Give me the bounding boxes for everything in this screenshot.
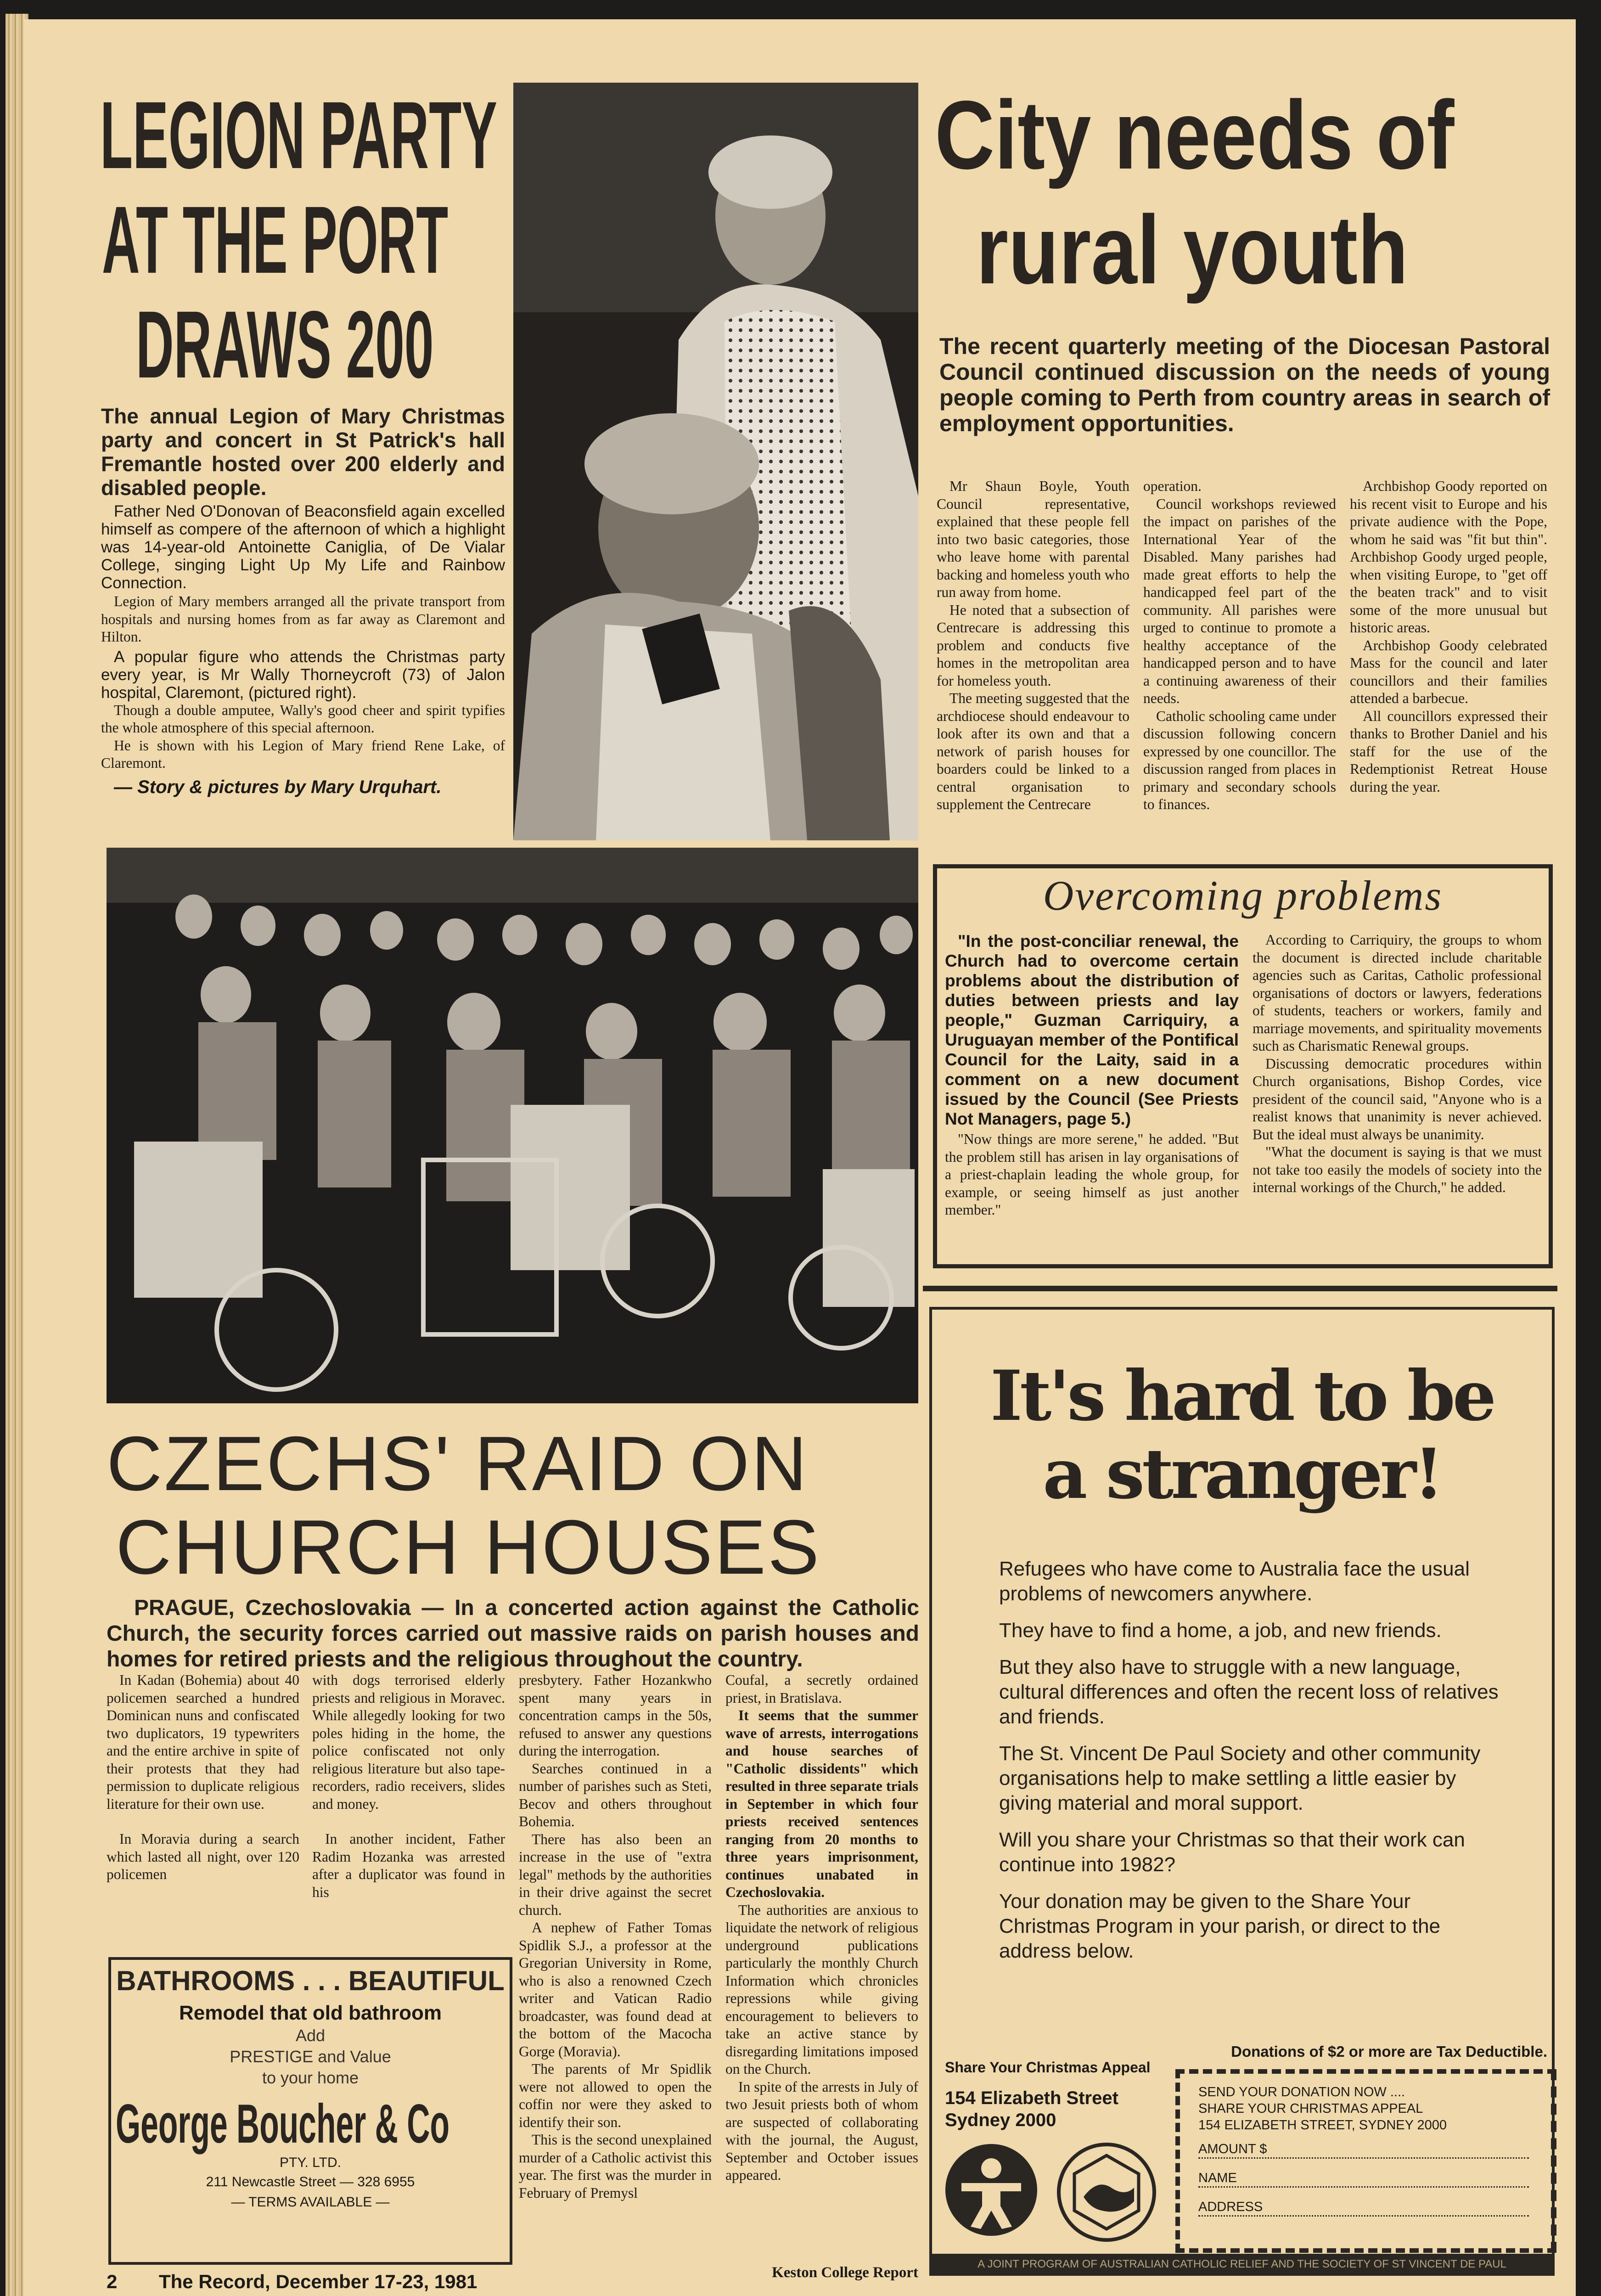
legion-body-2	[101, 702, 505, 772]
legion-para-4: Though a double amputee, Wally's good cheer and spirit typifies the whole atmosphere of this special afternoon.	[101, 702, 505, 736]
legion-headline-line3: DRAWS 200	[136, 292, 434, 398]
rural-col1-p3: The meeting suggested that the archdiocese should endeavour to look after its own and that a network of parish houses for boarders could be linked to a central organisation to supplement the Centrecare	[937, 690, 1129, 812]
overcoming-right-col	[1253, 931, 1542, 1262]
czech-col4-bold: It seems that the summer wave of arrests, interrogations and house searches of "Catholic dissidents" which resulted in three separate trials in September in which four priests received sentences ranging from 20 months to three years imprisonment, continues unabated in Czechoslovakia.	[725, 1707, 918, 1900]
ad-stranger-para-5: Will you share your Christmas so that their work can continue into 1982?	[999, 1829, 1465, 1876]
rural-col3-p2: Archbishop Goody celebrated Mass for the council and later councillors and their families attended a barbecue.	[1350, 637, 1547, 706]
ad-stranger-para-1: Refugees who have come to Australia face the usual problems of newcomers anywhere.	[999, 1558, 1470, 1605]
rural-col-1	[937, 478, 1129, 854]
overcoming-col1-p1: "Now things are more serene," he added. "But the problem still has arisen in lay organisations of a priest-chaplain leading the whole group, for example, or seeing himself as just another member."	[945, 1131, 1239, 1218]
czech-col3-p4: A nephew of Father Tomas Spidlik S.J., a professor at the Gregorian University in Rome, who is also a renowned Czech writer and Vatican Radio broadcaster, was found dead at the bottom of the Macocha Gorge (Moravia).	[519, 1919, 712, 2060]
ad-boucher-line3: to your home	[262, 2068, 359, 2087]
overcoming-col2-p1: According to Carriquiry, the groups to whom the document is directed include charitable agencies such as Caritas, Catholic professional organisations of doctors or lawyers, federations of students, teachers or workers, family and marriage movements, and spirituality movements such as Charismatic Renewal groups.	[1253, 932, 1542, 1054]
coupon-name-field[interactable]	[1198, 2170, 1529, 2188]
ad-stranger-para-3: But they also have to struggle with a new language, cultural differences and often the recent loss of relatives and friends.	[999, 1656, 1499, 1728]
czech-col4-p1: Coufal, a secretly ordained priest, in Bratislava.	[725, 1672, 918, 1706]
figure-logo-svg	[943, 2142, 1039, 2238]
legion-credit: — Story & pictures by Mary Urquhart.	[114, 777, 442, 797]
czech-col-4	[725, 1671, 918, 2264]
coupon-amount-field[interactable]	[1198, 2141, 1529, 2159]
czech-col3-p6: This is the second unexplained murder of a Catholic activist this year. The first was the murder in February of Premysl	[519, 2132, 712, 2201]
ad-boucher-line1: Add	[295, 2026, 326, 2045]
legion-body	[101, 593, 505, 646]
coupon-address-label: ADDRESS	[1198, 2200, 1263, 2214]
overcoming-col2-p3: "What the document is saying is that we must not take too easily the models of society into the internal workings of the Church," he added.	[1253, 1144, 1542, 1195]
ad-boucher-pty: PTY. LTD.	[280, 2155, 341, 2170]
ad-stranger-headline-line2: a stranger!	[1043, 1434, 1441, 1514]
rural-col1-p2: He noted that a subsection of Centrecare is addressing this problem and conducts five homes in the metropolitan area for homeless youth.	[937, 602, 1129, 689]
czech-intro: PRAGUE, Czechoslovakia — In a concerted action against the Catholic Church, the security forces carried out massive raids on parish houses and homes for retired priests and the religious throughout the country.	[107, 1596, 919, 1671]
ad-stranger-footer: A JOINT PROGRAM OF AUSTRALIAN CATHOLIC RELIEF AND THE SOCIETY OF ST VINCENT DE PAUL	[932, 2254, 1552, 2275]
legion-para-1: Father Ned O'Donovan of Beaconsfield again excelled himself as compere of the afternoon of which a highlight was 14-year-old Antoinette Caniglia, of De Vialar College, singing Light Up My Life and Rainbow Connection.	[101, 502, 505, 592]
coupon-address-field[interactable]	[1198, 2199, 1529, 2217]
rural-col1-p1: Mr Shaun Boyle, Youth Council representative, explained that these people fell into two basic categories, those who leave home with parental backing and homeless youth who run away from home.	[937, 478, 1129, 600]
folio-publication-date: The Record, December 17-23, 1981	[159, 2271, 477, 2292]
overcoming-lead: "In the post-conciliar renewal, the Church had to overcome certain problems about the distribution of duties between priests and lay people," Guzman Carriquiry, a Uruguayan member of the Pontifical Council for the Laity, said in a comment on a new document issued by the Council (See Priests Not Managers, page 5.)	[945, 932, 1239, 1128]
czech-col-2	[312, 1671, 505, 1942]
czech-col-3	[519, 1671, 712, 2268]
legion-article	[101, 404, 505, 798]
rural-col2-p1: operation.	[1143, 478, 1202, 494]
rural-headline-line2: rural youth	[976, 195, 1409, 304]
photo-crowd-svg	[107, 848, 918, 1403]
ad-boucher-address: 211 Newcastle Street — 328 6955	[206, 2174, 415, 2189]
czech-signoff: Keston College Report	[772, 2264, 918, 2281]
ad-stranger-para-2: They have to find a home, a job, and new friends.	[999, 1619, 1442, 1642]
rural-col2-p3: Catholic schooling came under discussion following concern expressed by one councillor. The discussion ranged from places in primary and secondary schools to finances.	[1143, 708, 1336, 812]
legion-intro: The annual Legion of Mary Christmas party and concert in St Patrick's hall Fremantle hosted over 200 elderly and disabled people.	[101, 404, 505, 500]
overcoming-left-col	[945, 931, 1239, 1262]
rural-intro: The recent quarterly meeting of the Diocesan Pastoral Council continued discussion on the needs of young people coming to Perth from country areas in search of employment opportunities.	[939, 333, 1550, 436]
photo-wally-and-rene	[513, 83, 918, 840]
czech-col3-p5: The parents of Mr Spidlik were not allowed to open the coffin nor were they asked to identify their son.	[519, 2061, 712, 2130]
ad-boucher-title: BATHROOMS . . . BEAUTIFUL	[116, 1965, 505, 1996]
czech-col3-p2: Searches continued in a number of parishes such as Steti, Becov and others throughout Bohemia.	[519, 1760, 712, 1829]
coupon-line-appeal: SHARE YOUR CHRISTMAS APPEAL	[1198, 2101, 1423, 2116]
legion-headline-line1: LEGION PARTY	[100, 82, 498, 189]
ad-stranger-share-label: Share Your Christmas Appeal	[945, 2059, 1151, 2076]
rural-col3-p3: All councillors expressed their thanks to Brother Daniel and his staff for the use of the Redemptionist Retreat House during the year.	[1350, 708, 1547, 795]
overcoming-title: Overcoming problems	[1043, 872, 1443, 919]
ad-boucher-company: George Boucher & Co	[116, 2093, 450, 2155]
legion-para-3: A popular figure who attends the Christmas party every year, is Mr Wally Thorneycroft (73) of Jalon hospital, Claremont, (pictured right).	[101, 647, 505, 702]
catholic-relief-logo-icon	[943, 2142, 1039, 2238]
ad-stranger-address-1: 154 Elizabeth Street	[945, 2088, 1118, 2108]
coupon-line-street: 154 ELIZABETH STREET, SYDNEY 2000	[1198, 2118, 1447, 2133]
coupon-amount-label: AMOUNT $	[1198, 2142, 1267, 2156]
czech-headline-line2: CHURCH HOUSES	[116, 1504, 821, 1590]
czech-headline-line1: CZECHS' RAID ON	[107, 1420, 809, 1507]
ad-stranger-headline-line1: It's hard to be	[990, 1356, 1494, 1436]
czech-col2-p1: with dogs terrorised elderly priests and religious in Moravec. While allegedly looking for two poles hiding in the home, the police confiscated not only religious literature but also tape-recorders, radio receivers, slides and money.	[312, 1672, 505, 1812]
ad-boucher-subtitle: Remodel that old bathroom	[179, 2002, 442, 2024]
rural-col-2	[1143, 478, 1336, 854]
overcoming-left-body	[945, 1131, 1239, 1219]
donation-coupon	[1175, 2069, 1556, 2253]
rural-col2-p2: Council workshops reviewed the impact on parishes of the International Year of the Disabled. Many parishes had made great efforts to help the handicapped feel part of the community. All parishes were urged to continue to promote a healthy acceptance of the handicapped person and to have a continuing awareness of their needs.	[1143, 495, 1336, 706]
czech-col1-p1: In Kadan (Bohemia) about 40 policemen searched a hundred Dominican nuns and confiscated two duplicators, 19 typewriters and the entire archive in spite of their protests that they had permission to duplicate religious literature for their own use.	[107, 1672, 299, 1812]
photo-portrait-svg	[513, 83, 918, 840]
legion-para-5: He is shown with his Legion of Mary friend Rene Lake, of Claremont.	[101, 737, 505, 771]
st-vincent-logo-icon	[1056, 2142, 1157, 2243]
rural-col3-p1: Archbishop Goody reported on his recent visit to Europe and his private audience with the Pope, whom he said was "fit but thin". Archbishop Goody urged people, when visiting Europe, to "get off the beaten track" and to visit some of the more unusual but historic areas.	[1350, 478, 1547, 636]
hands-logo-svg	[1056, 2142, 1157, 2243]
section-divider	[923, 1286, 1557, 1291]
czech-col3-p1: presbytery. Father Hozankwho spent many years in concentration camps in the 50s, refused to answer any questions during the interrogation.	[519, 1672, 712, 1759]
rural-headline-line1: City needs of	[935, 80, 1455, 189]
czech-col1-p2: In Moravia during a search which lasted all night, over 120 policemen	[107, 1831, 299, 1882]
coupon-name-label: NAME	[1198, 2171, 1237, 2185]
ad-boucher	[108, 1957, 512, 2265]
legion-para-2: Legion of Mary members arranged all the private transport from hospitals and nursing homes from as far away as Claremont and Hilton.	[101, 593, 505, 645]
coupon-line-send: SEND YOUR DONATION NOW ....	[1198, 2085, 1405, 2099]
ad-stranger-body	[999, 1557, 1504, 1964]
ad-stranger-para-6: Your donation may be given to the Share Your Christmas Program in your parish, or direct to the address below.	[999, 1890, 1441, 1962]
ad-stranger-address-2: Sydney 2000	[945, 2110, 1056, 2130]
czech-col3-p3: There has also been an increase in the use of "extra legal" methods by the authorities in their drive against the secret church.	[519, 1831, 712, 1918]
overcoming-col2-p2: Discussing democratic procedures within Church organisations, Bishop Cordes, vice president of the council said, "Anyone who is a realist knows that unanimity is never achieved. But the ideal must always be unanimity.	[1253, 1055, 1542, 1142]
rural-col-3	[1350, 478, 1547, 854]
czech-col2-p2: In another incident, Father Radim Hozanka was arrested after a duplicator was found in his	[312, 1831, 505, 1900]
folio-page-number: 2	[107, 2271, 118, 2292]
ad-stranger-tax-note: Donations of $2 or more are Tax Deductible.	[1231, 2043, 1547, 2060]
ad-boucher-terms: — TERMS AVAILABLE —	[231, 2195, 390, 2210]
czech-col4-p2: The authorities are anxious to liquidate the network of religious underground publications particularly the monthly Church Information which chronicles repressions while giving encouragement to believers to take an active stance by disregarding limitations imposed on the Church.	[725, 1902, 918, 2077]
ad-stranger-para-4: The St. Vincent De Paul Society and other community organisations help to make settling a little easier by giving material and moral support.	[999, 1742, 1481, 1814]
photo-party-crowd	[107, 848, 918, 1403]
legion-headline-line2: AT THE PORT	[102, 187, 449, 293]
ad-boucher-line2: PRESTIGE and Value	[230, 2047, 391, 2066]
czech-col-1	[107, 1671, 299, 1942]
czech-col4-p3: In spite of the arrests in July of two Jesuit priests both of whom are suspected of collaborating with the journal, the August, September and October issues appeared.	[725, 2078, 918, 2183]
